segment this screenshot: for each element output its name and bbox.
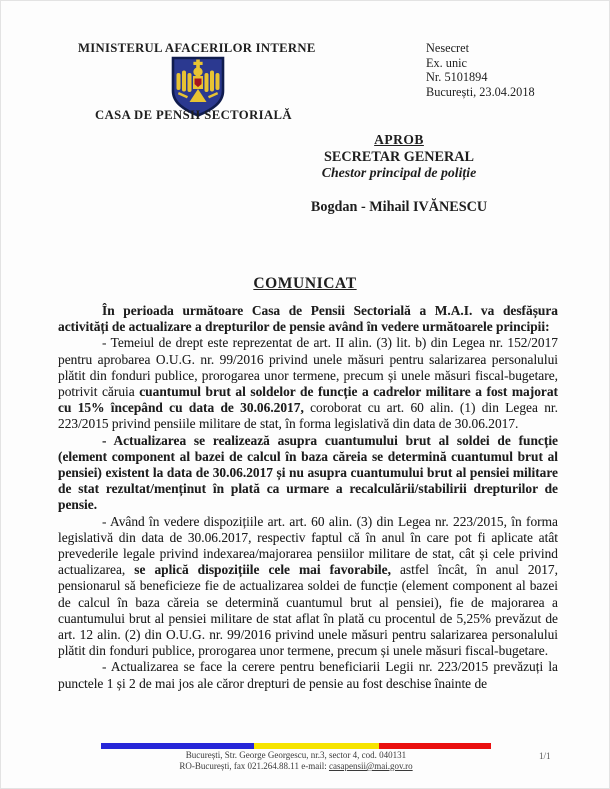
flag-yellow-segment — [254, 743, 379, 749]
footer-address-line1: București, Str. George Georgescu, nr.3, sector 4, cod. 040131 — [185, 750, 407, 760]
body-paragraph — [58, 433, 558, 514]
paragraph-text: astfel încât, în anul 2017, pensionarul să beneficieze fie de actualizarea soldei de funcție (element component al bazei de calcul în baza căreia se determină cuantumul brut al pensiei), fie de majorarea a cuantumului brut al pensiei militare de stat aflat în plată cu procentul de 5,25% prevăzut de art. 12 alin. (2) din O.U.G. nr. 99/2016 privind unele măsuri pentru salarizarea personalului plătit din fonduri publice, prorogarea unor termene, precum și unele măsuri fiscal-bugetare. — [58, 562, 558, 659]
footer-address-block — [101, 750, 491, 772]
paragraph-text-bold: se aplică dispozițiile cele mai favorabile, — [134, 562, 391, 578]
paragraph-text: - Temeiul de drept este reprezentat de art. II alin. (3) lit. b) din Legea nr. 152/2017 pentru aprobarea O.U.G. nr. 99/2016 privind unele măsuri pentru salarizarea personalului plătit din fonduri publice, prorogarea unor termene, precum și unele măsuri fiscal-bugetare, potrivit căruia — [58, 335, 558, 400]
flag-blue-segment — [101, 743, 254, 749]
document-number: Nr. 5101894 — [426, 70, 488, 85]
approve-label: APROB — [374, 132, 424, 147]
romanian-flag-bar — [101, 743, 491, 749]
approver-name: Bogdan - Mihail IVĂNESCU — [310, 198, 488, 215]
document-meta-block — [426, 41, 535, 100]
body-paragraph — [58, 303, 558, 335]
approval-block — [241, 132, 557, 215]
paragraph-text: coroborat cu art. 60 alin. (1) din Legea nr. 223/2015 privind pensiile militare de stat, în forma legislativă din data de 30.06.2017. — [58, 400, 558, 432]
footer-address-line2 — [101, 761, 491, 772]
ministry-title: MINISTERUL AFACERILOR INTERNE — [78, 41, 316, 55]
classification-label: Nesecret — [426, 41, 470, 55]
page-indicator: 1/1 — [539, 751, 551, 761]
copy-label: Ex. unic — [426, 55, 467, 70]
paragraph-text-bold: În perioada următoare Casa de Pensii Sectorială a M.A.I. va desfășura activități de actualizare a drepturilor de pensie având în vedere următoarele principii: — [58, 303, 558, 335]
paragraph-text-bold: cuantumul brut al soldelor de funcție a cadrelor militare a fost majorat cu 15% începând cu data de 30.06.2017, — [58, 384, 558, 416]
paragraph-text: - Având în vedere dispozițiile art. art. 60 alin. (3) din Legea nr. 223/2015, în forma legislativă din data de 30.06.2017, respectiv faptul că în anul în care pot fi aplicate atât prevederile legale privind indexarea/majorarea pensiilor militare de stat, cât și cele privind actualizarea, — [58, 513, 558, 578]
body-paragraph — [58, 335, 558, 432]
body-paragraph — [58, 514, 558, 660]
place-date: București, 23.04.2018 — [426, 85, 535, 100]
institution-title: CASA DE PENSII SECTORIALĂ — [95, 108, 292, 122]
footer-contact-text: RO-București, fax 021.264.88.11 e-mail: — [179, 761, 329, 771]
approver-role: SECRETAR GENERAL — [324, 148, 474, 165]
document-body — [58, 303, 558, 741]
document-title: COMUNICAT — [253, 275, 357, 292]
paragraph-text-bold: - Actualizarea se realizează asupra cuantumului brut al soldei de funcție (element component al bazei de calcul în baza căreia se determină cuantumul brut al pensiei) existent la data de 30.06.2017 și nu asupra cuantumului brut al pensiei militare de stat rezultat/menținut în plată ca urmare a recalculării/stabilirii drepturilor de pensie. — [58, 432, 558, 513]
approver-rank: Chestor principal de poliție — [321, 165, 477, 180]
paragraph-text: - Actualizarea se face la cerere pentru beneficiarii Legii nr. 223/2015 prevăzuți la punctele 1 și 2 de mai jos ale căror drepturi de pensie au fost deschise înainte de — [58, 659, 558, 691]
body-paragraph — [58, 659, 558, 691]
email-link[interactable]: casapensii@mai.gov.ro — [328, 761, 413, 771]
flag-red-segment — [379, 743, 491, 749]
